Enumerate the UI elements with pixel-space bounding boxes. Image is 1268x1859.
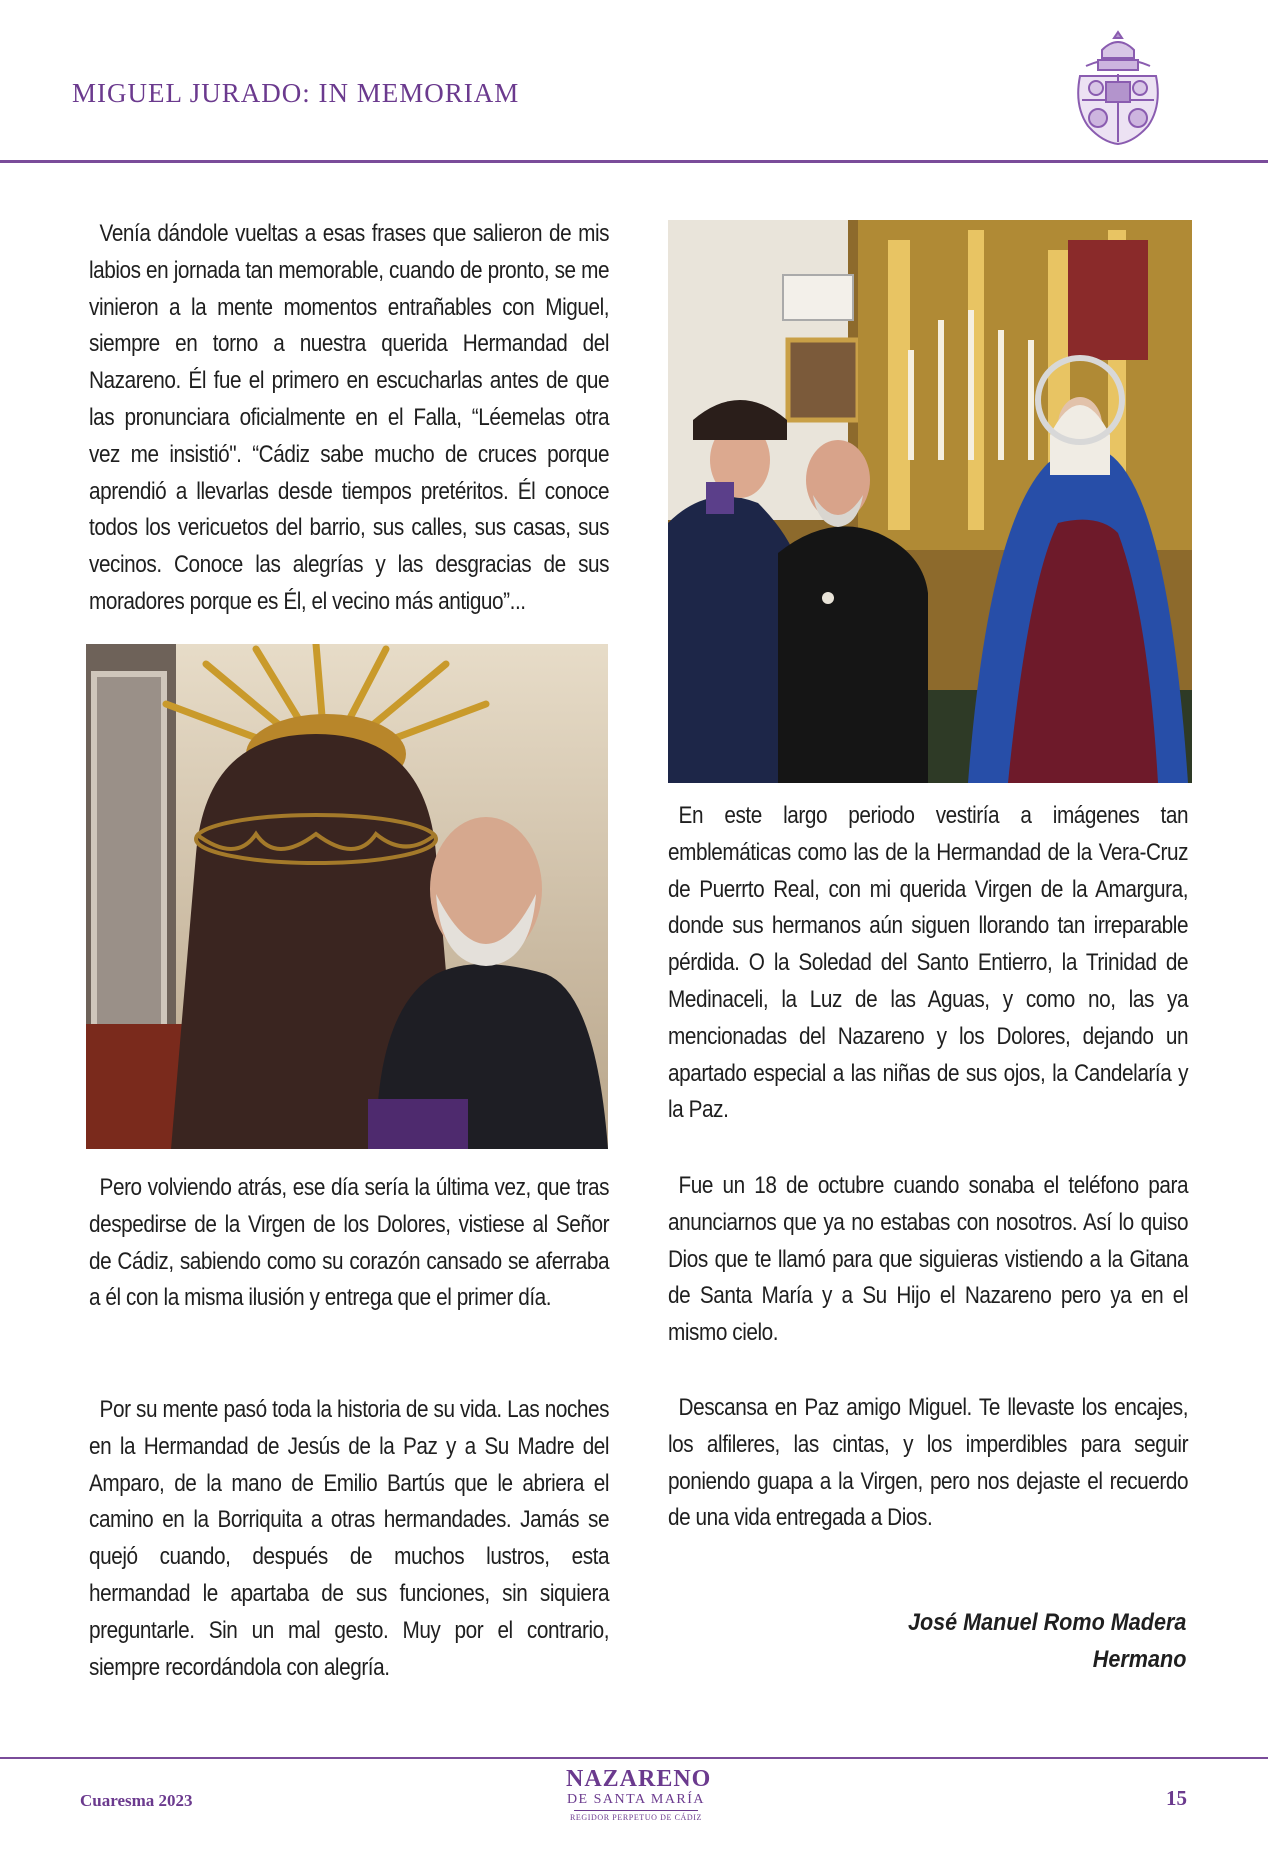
footer-season: Cuaresma 2023 bbox=[80, 1791, 193, 1810]
paragraph-last-dressing: Pero volviendo atrás, ese día sería la última vez, que tras despedirse de la Virgen de los Dolores, vistiese al Señor de Cádiz, sabiendo como su corazón cansado se aferraba a él con la misma ilusión y entrega que el primer día. bbox=[89, 1175, 610, 1312]
running-header-title: MIGUEL JURADO: IN MEMORIAM bbox=[72, 78, 520, 108]
paragraph-rest-in-peace: Descansa en Paz amigo Miguel. Te llevaste los encajes, los alfileres, las cintas, y los imperdibles para seguir poniendo guapa a la Virgen, pero nos dejaste el recuerdo de una vida entregada a Dios. bbox=[668, 1395, 1189, 1532]
author-signature bbox=[908, 1604, 1186, 1678]
paragraph-life-history: Por su mente pasó toda la historia de su vida. Las noches en la Hermandad de Jesús de la Paz y a Su Madre del Amparo, de la mano de Emilio Bartús que le abriera el camino en la Borriquita a otras hermandades. Jamás se quejó cuando, después de muchos lustros, esta hermandad le apartaba de sus funciones, sin siquiera preguntarle. Sin un mal gesto. Muy por el contrario, siempre recordándola con alegría. bbox=[89, 1397, 610, 1681]
author-name: José Manuel Romo Madera bbox=[907, 1609, 1186, 1636]
logo-subtitle: DE SANTA MARÍA bbox=[566, 1792, 706, 1807]
brotherhood-crest-icon bbox=[1068, 26, 1168, 148]
logo-title: NAZARENO bbox=[566, 1766, 712, 1792]
header-divider bbox=[0, 160, 1268, 163]
paragraph-emblematic-images: En este largo periodo vestiría a imágenes tan emblemáticas como las de la Hermandad de la Vera-Cruz de Puerrto Real, con mi querida Virgen de la Amargura, donde sus hermanos aún siguen llorando tan irreparable pérdida. O la Soledad del Santo Entierro, la Trinidad de Medinaceli, la Luz de las Aguas, y como no, las ya mencionadas del Nazareno y los Dolores, dejando un apartado especial a las niñas de sus ojos, la Candelaría y la Paz. bbox=[668, 803, 1189, 1124]
page-number: 15 bbox=[1166, 1786, 1187, 1810]
paragraph-intro: Venía dándole vueltas a esas frases que salieron de mis labios en jornada tan memorable, cuando de pronto, se me vinieron a la mente momentos entrañables con Miguel, siempre en torno a nuestra querida Hermandad del Nazareno. Él fue el primero en escucharlas antes de que las pronunciara oficialmente en el Falla, “Léemelas otra vez me insistió". “Cádiz sabe mucho de cruces porque aprendió a llevarlas desde tiempos pretéritos. Él conoce todos los vericuetos del barrio, sus calles, sus casas, sus vecinos. Conoce las alegrías y las desgracias de sus moradores porque es Él, el vecino más antiguo”... bbox=[89, 221, 610, 615]
photo-dresser-with-image bbox=[86, 644, 608, 1149]
logo-tagline: REGIDOR PERPETUO DE CÁDIZ bbox=[569, 1813, 703, 1822]
author-role: Hermano bbox=[1092, 1646, 1186, 1673]
footer-divider bbox=[0, 1757, 1268, 1759]
photo-two-men-with-virgin bbox=[668, 220, 1192, 783]
logo-rule bbox=[574, 1810, 698, 1811]
publication-logo bbox=[566, 1766, 712, 1823]
paragraph-october-news: Fue un 18 de octubre cuando sonaba el teléfono para anunciarnos que ya no estabas con nosotros. Así lo quiso Dios que te llamó para que siguieras vistiendo a la Gitana de Santa María y a Su Hijo el Nazareno pero ya en el mismo cielo. bbox=[668, 1173, 1189, 1347]
